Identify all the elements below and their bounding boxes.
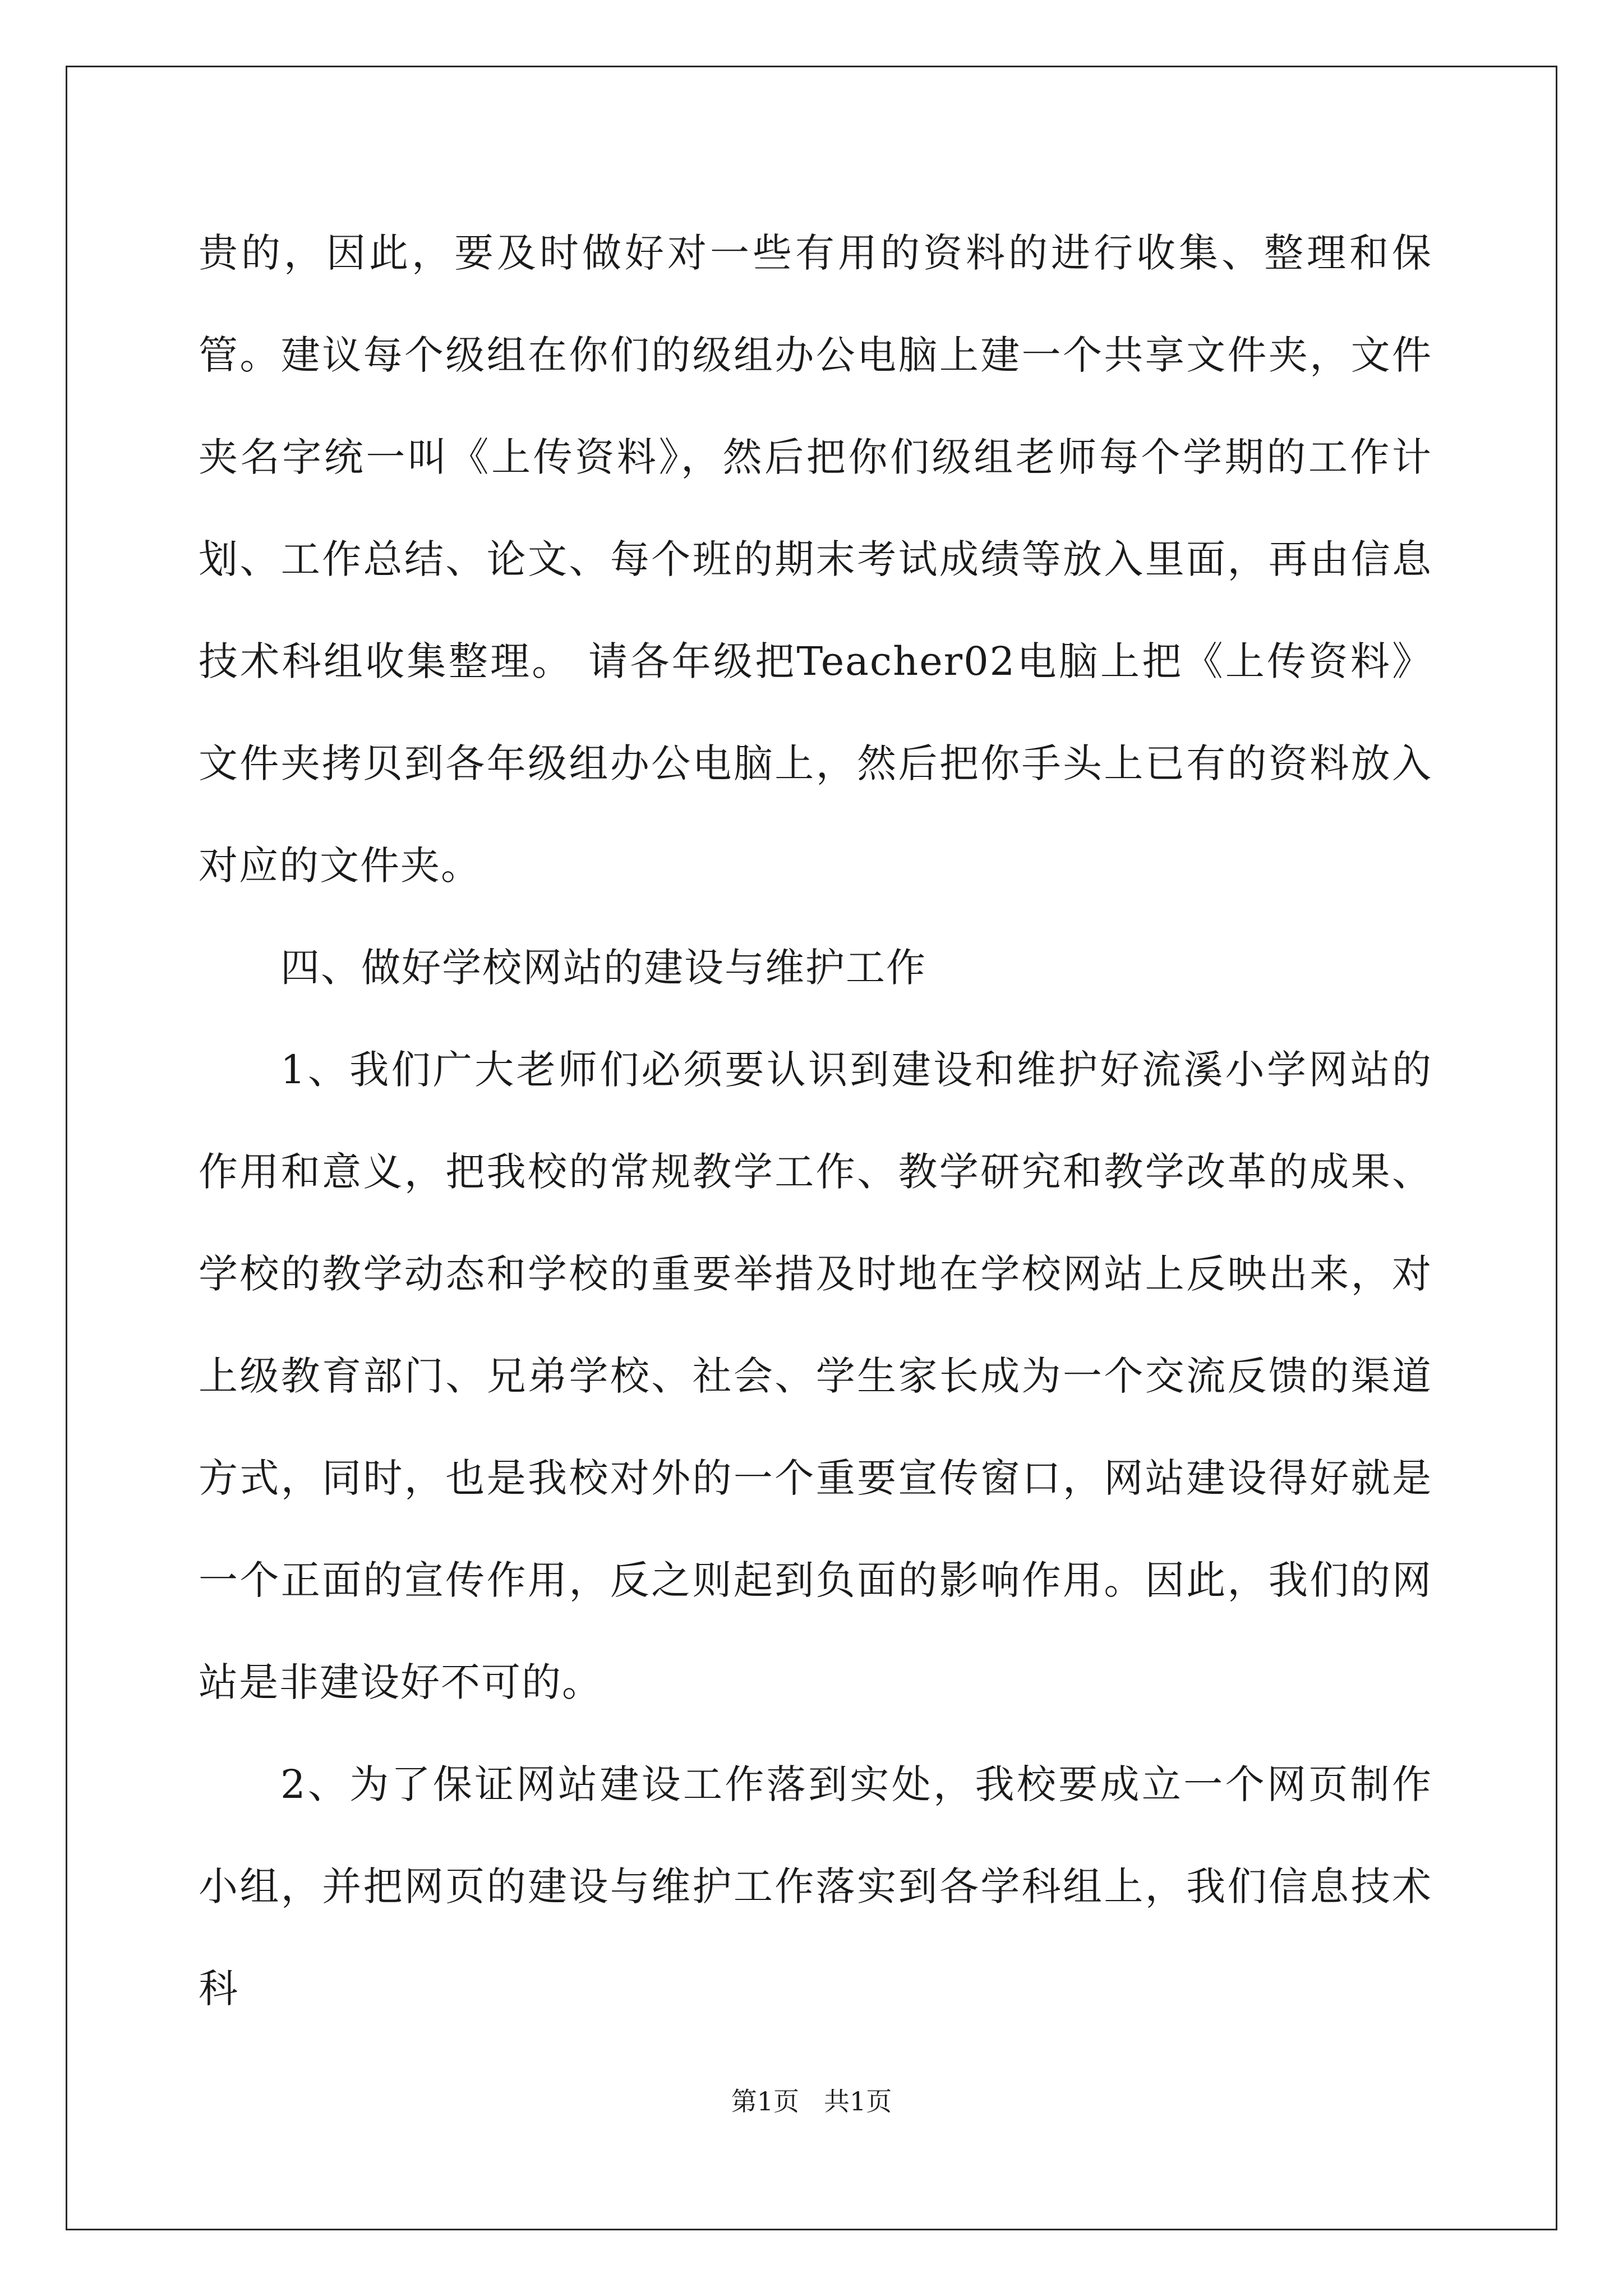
paragraph-file-collection: 贵的，因此，要及时做好对一些有用的资料的进行收集、整理和保管。建议每个级组在你们的级组办公电脑上建一个共享文件夹，文件夹名字统一叫《上传资料》，然后把你们级组老师每个学期的工作计划、工作总结、论文、每个班的期末考试成绩等放入里面，再由信息技术科组收集整理。 请各年级把Teacher02电脑上把《上传资料》文件夹拷贝到各年级组办公电脑上，然后把你手头上已有的资料放入对应的文件夹。: [199, 230, 1432, 889]
paragraph-website-team: 2、为了保证网站建设工作落到实处，我校要成立一个网页制作小组，并把网页的建设与维护工作落实到各学科组上，我们信息技术科: [199, 1761, 1432, 2012]
page-footer: [0, 2085, 1623, 2118]
document-body: [199, 202, 1432, 2040]
paragraph-website-importance: 1、我们广大老师们必须要认识到建设和维护好流溪小学网站的作用和意义，把我校的常规教学工作、教学研究和教学改革的成果、学校的教学动态和学校的重要举措及时地在学校网站上反映出来，对上级教育部门、兄弟学校、社会、学生家长成为一个交流反馈的渠道方式，同时，也是我校对外的一个重要宣传窗口，网站建设得好就是一个正面的宣传作用，反之则起到负面的影响作用。因此，我们的网站是非建设好不可的。: [199, 1047, 1432, 1705]
page-number-total: 共1页: [824, 2086, 892, 2116]
section-heading-website: 四、做好学校网站的建设与维护工作: [280, 945, 926, 991]
page-number-current: 第1页: [731, 2086, 799, 2116]
